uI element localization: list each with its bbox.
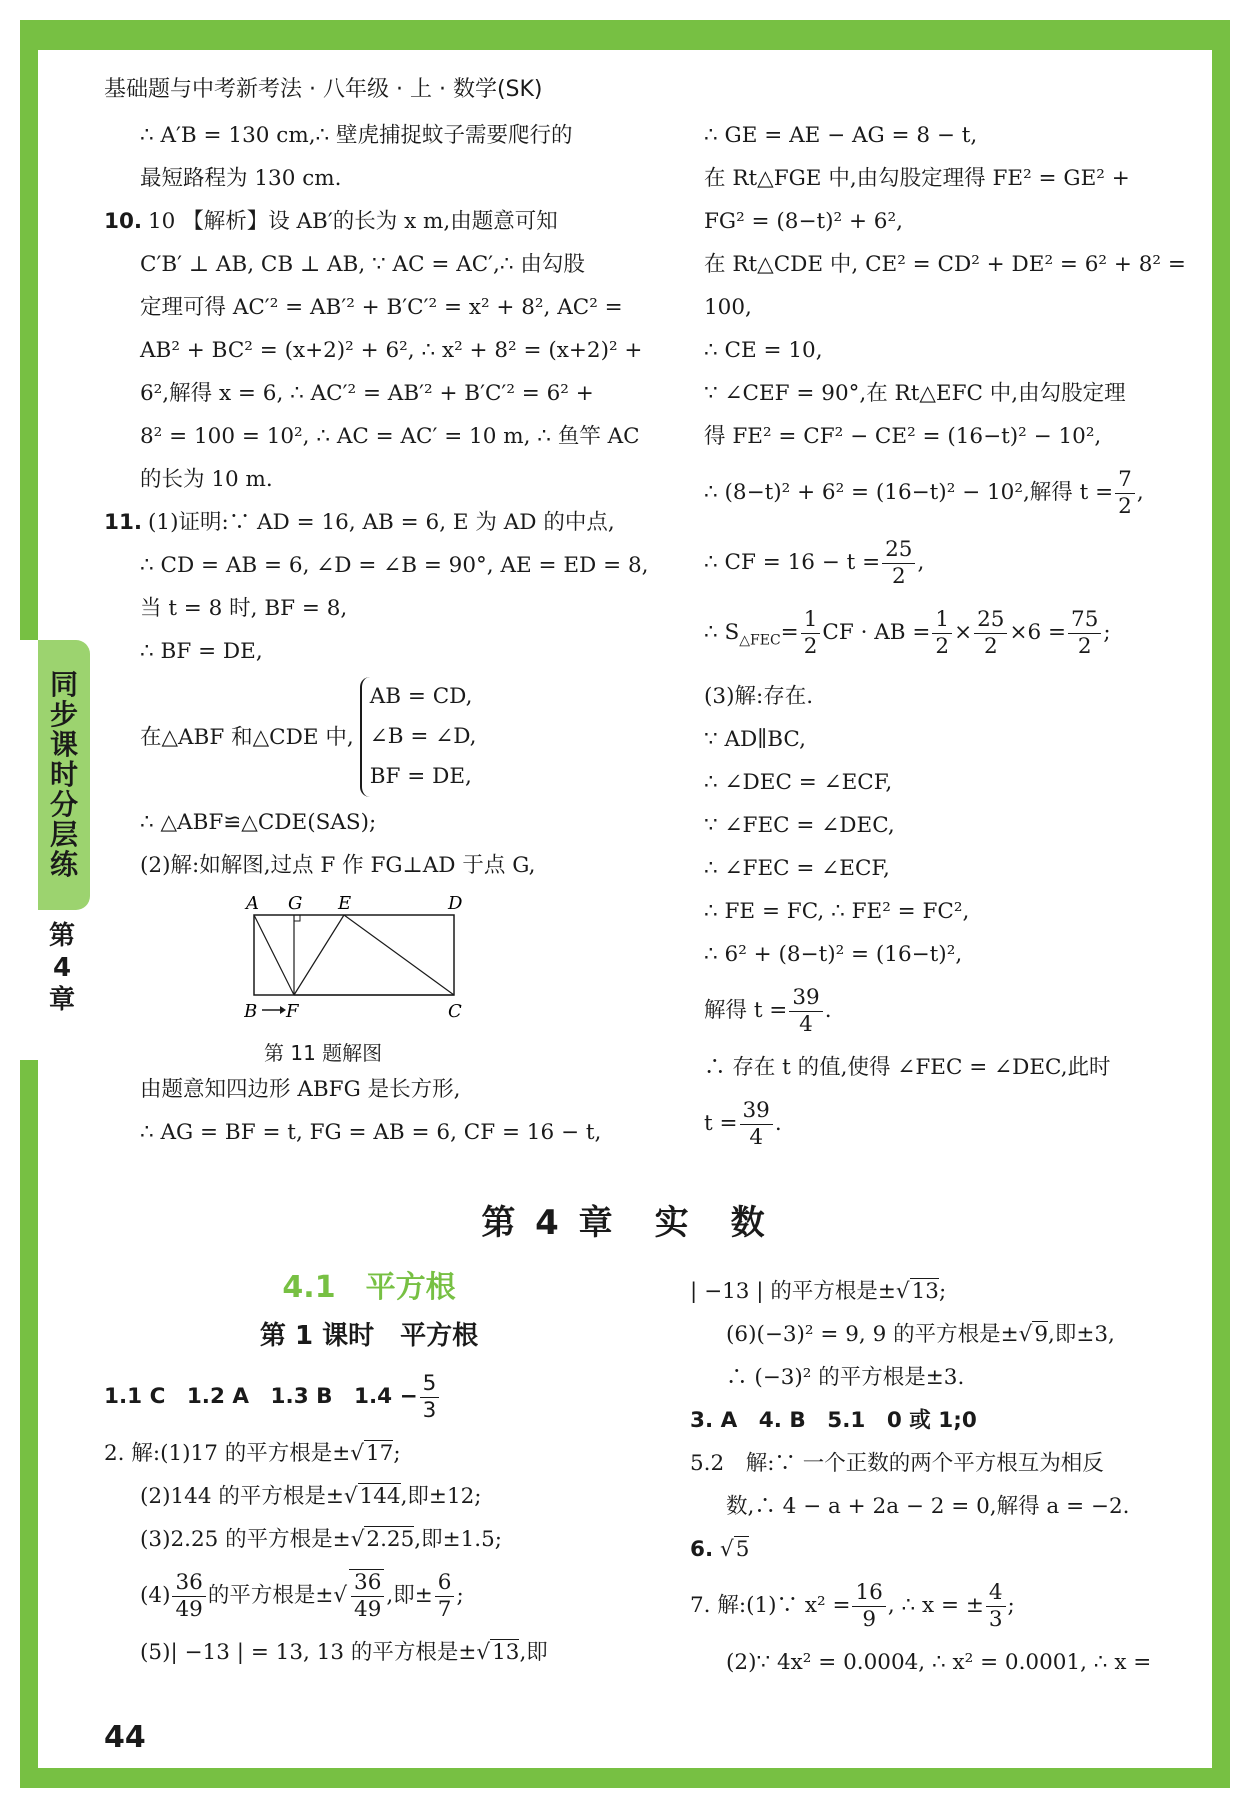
point-label: B: [244, 1001, 258, 1022]
geometry-figure: [244, 893, 484, 1023]
left-column: [104, 114, 649, 1154]
right-column: [704, 114, 1184, 1159]
answer-line: 7. 解:(1)∵ x² = $\frac{16}{9}$ , ∴ x = ± $\frac{4}{3}$ ;: [690, 1579, 1015, 1632]
text-line: ∴ △ABF≌△CDE(SAS);: [140, 810, 377, 835]
text-line: 100,: [704, 295, 752, 320]
equation-line: ∴ CF = 16 − t = $\frac{25}{2}$ ,: [704, 536, 925, 589]
page-frame-top: [20, 20, 1230, 50]
text-line: 在 Rt△CDE 中, CE² = CD² + DE² = 6² + 8² =: [704, 252, 1186, 277]
left-column-lower: [104, 1362, 644, 1674]
page-header: 基础题与中考新考法 · 八年级 · 上 · 数学(SK): [104, 77, 543, 102]
figure-11: [244, 893, 634, 1068]
fraction: $\frac{7}{2}$: [1115, 467, 1135, 520]
equation-line: 解得 t = $\frac{39}{4}$ .: [704, 984, 832, 1037]
text-line: ∵ ∠CEF = 90°,在 Rt△EFC 中,由勾股定理: [704, 381, 1126, 406]
answer-line: (6)(−3)² = 9, 9 的平方根是±√9,即±3,: [726, 1322, 1115, 1347]
text-line: (2)解:如解图,过点 F 作 FG⊥AD 于点 G,: [140, 853, 536, 878]
text-line: ∴ CD = AB = 6, ∠D = ∠B = 90°, AE = ED = 8,: [140, 553, 649, 578]
side-chapter-label: 第 4 章: [48, 921, 75, 1015]
congruence-system: 在△ABF 和△CDE 中, AB = CD, ∠B = ∠D, BF = DE,: [104, 677, 634, 797]
page-frame-left-top: [20, 20, 38, 640]
multiple-choice-answers: 1.1 C 1.2 A 1.3 B 1.4 − $\frac{5}{3}$: [104, 1362, 644, 1432]
text-line: ∴ FE = FC, ∴ FE² = FC²,: [704, 899, 970, 925]
answer-line: (2)144 的平方根是±√144,即±12;: [140, 1484, 482, 1509]
equation-line: ∴ (8−t)² + 6² = (16−t)² − 10²,解得 t = $\frac{7}{2}$ ,: [704, 466, 1144, 519]
question-number: 10.: [104, 209, 143, 234]
text-line: 定理可得 AC′² = AB′² + B′C′² = x² + 8², AC² =: [140, 295, 623, 320]
page-frame-left-bottom: [20, 1060, 38, 1788]
text-line: AB² + BC² = (x+2)² + 6², ∴ x² + 8² = (x+2)² +: [140, 338, 643, 363]
point-label: A: [246, 893, 259, 914]
text-line: 得 FE² = CF² − CE² = (16−t)² − 10²,: [704, 424, 1102, 449]
text-line: ∴ 6² + (8−t)² = (16−t)²,: [704, 942, 963, 968]
page-frame-right: [1212, 20, 1230, 1788]
text-line: 最短路程为 130 cm.: [140, 166, 342, 191]
answer-line: 3. A 4. B 5.1 0 或 1;0: [690, 1408, 977, 1433]
text-line: 6²,解得 x = 6, ∴ AC′² = AB′² + B′C′² = 6² +: [140, 381, 594, 406]
text-line: 在 Rt△FGE 中,由勾股定理得 FE² = GE² +: [704, 166, 1130, 191]
text-line: 10 【解析】设 AB′的长为 x m,由题意可知: [148, 209, 558, 234]
side-tab: 同 步 课 时 分 层 练: [38, 640, 90, 910]
answer-line: | −13 | 的平方根是±√13;: [690, 1279, 947, 1304]
text-line: C′B′ ⊥ AB, CB ⊥ AB, ∵ AC = AC′,∴ 由勾股: [140, 252, 585, 277]
answer-line: 6. √5: [690, 1537, 750, 1562]
fraction: $\frac{25}{2}$: [882, 537, 915, 590]
right-column-lower: [690, 1270, 1190, 1684]
point-label: F: [286, 1001, 299, 1022]
page-frame-bottom: [20, 1768, 1230, 1788]
question-number: 11.: [104, 510, 143, 535]
answer-line: (4) $\frac{36}{49}$ 的平方根是±√ $\frac{36}{49}$ ,即± $\frac{6}{7}$ ;: [140, 1569, 464, 1622]
lesson-title: 第 1 课时 平方根: [259, 1321, 479, 1351]
point-label: C: [448, 1001, 462, 1022]
answer-line: 2. 解:(1)17 的平方根是±√17;: [104, 1441, 401, 1466]
text-line: ∵ AD∥BC,: [704, 727, 806, 753]
text-line: 由题意知四边形 ABFG 是长方形,: [140, 1077, 461, 1102]
point-label: D: [448, 893, 463, 914]
answer-line: 5.2 解:∵ 一个正数的两个平方根互为相反: [690, 1451, 1104, 1476]
text-line: FG² = (8−t)² + 6²,: [704, 209, 903, 234]
text-line: 8² = 100 = 10², ∴ AC = AC′ = 10 m, ∴ 鱼竿 AC: [140, 424, 640, 449]
text-line: 当 t = 8 时, BF = 8,: [140, 596, 348, 621]
text-line: 的长为 10 m.: [140, 467, 273, 492]
answer-line: (5)| −13 | = 13, 13 的平方根是±√13,即: [140, 1640, 548, 1665]
answer-line: (2)∵ 4x² = 0.0004, ∴ x² = 0.0001, ∴ x =: [726, 1650, 1152, 1675]
text-line: ∴ AG = BF = t, FG = AB = 6, CF = 16 − t,: [140, 1120, 602, 1145]
text-line: ∴ ∠FEC = ∠ECF,: [704, 856, 890, 882]
point-label: G: [288, 893, 303, 914]
answer-line: ∴ (−3)² 的平方根是±3.: [726, 1365, 965, 1390]
text-line: ∵ ∠FEC = ∠DEC,: [704, 813, 895, 839]
equation-line: t = $\frac{39}{4}$ .: [704, 1097, 782, 1150]
brace-conditions: AB = CD, ∠B = ∠D, BF = DE,: [360, 677, 477, 797]
text-line: ∴ ∠DEC = ∠ECF,: [704, 770, 893, 796]
area-equation-line: ∴ $S_{\triangle FEC}=$ $\frac{1}{2}$ CF · AB = $\frac{1}{2}$ × $\frac{25}{2}$ ×6 = $\frac{75}{2}$ ;: [704, 606, 1111, 659]
point-label: E: [338, 893, 352, 914]
text-line: ∴ 存在 t 的值,使得 ∠FEC = ∠DEC,此时: [704, 1055, 1111, 1081]
figure-caption: 第 11 题解图: [264, 1041, 383, 1065]
page-number: 44: [104, 1720, 146, 1755]
text-line: (1)证明:∵ AD = 16, AB = 6, E 为 AD 的中点,: [148, 510, 615, 535]
answer-line: (3)2.25 的平方根是±√2.25,即±1.5;: [140, 1527, 503, 1552]
text-line: ∴ GE = AE − AG = 8 − t,: [704, 123, 978, 148]
text-line: (3)解:存在.: [704, 684, 814, 710]
chapter-title: 第 4 章 实 数: [481, 1203, 769, 1243]
answer-line: 数,∴ 4 − a + 2a − 2 = 0,解得 a = −2.: [726, 1494, 1130, 1519]
section-title: 4.1 平方根: [282, 1270, 456, 1305]
text-line: ∴ A′B = 130 cm,∴ 壁虎捕捉蚊子需要爬行的: [140, 123, 573, 148]
text-line: ∴ CE = 10,: [704, 338, 823, 363]
text-line: ∴ BF = DE,: [140, 639, 263, 664]
